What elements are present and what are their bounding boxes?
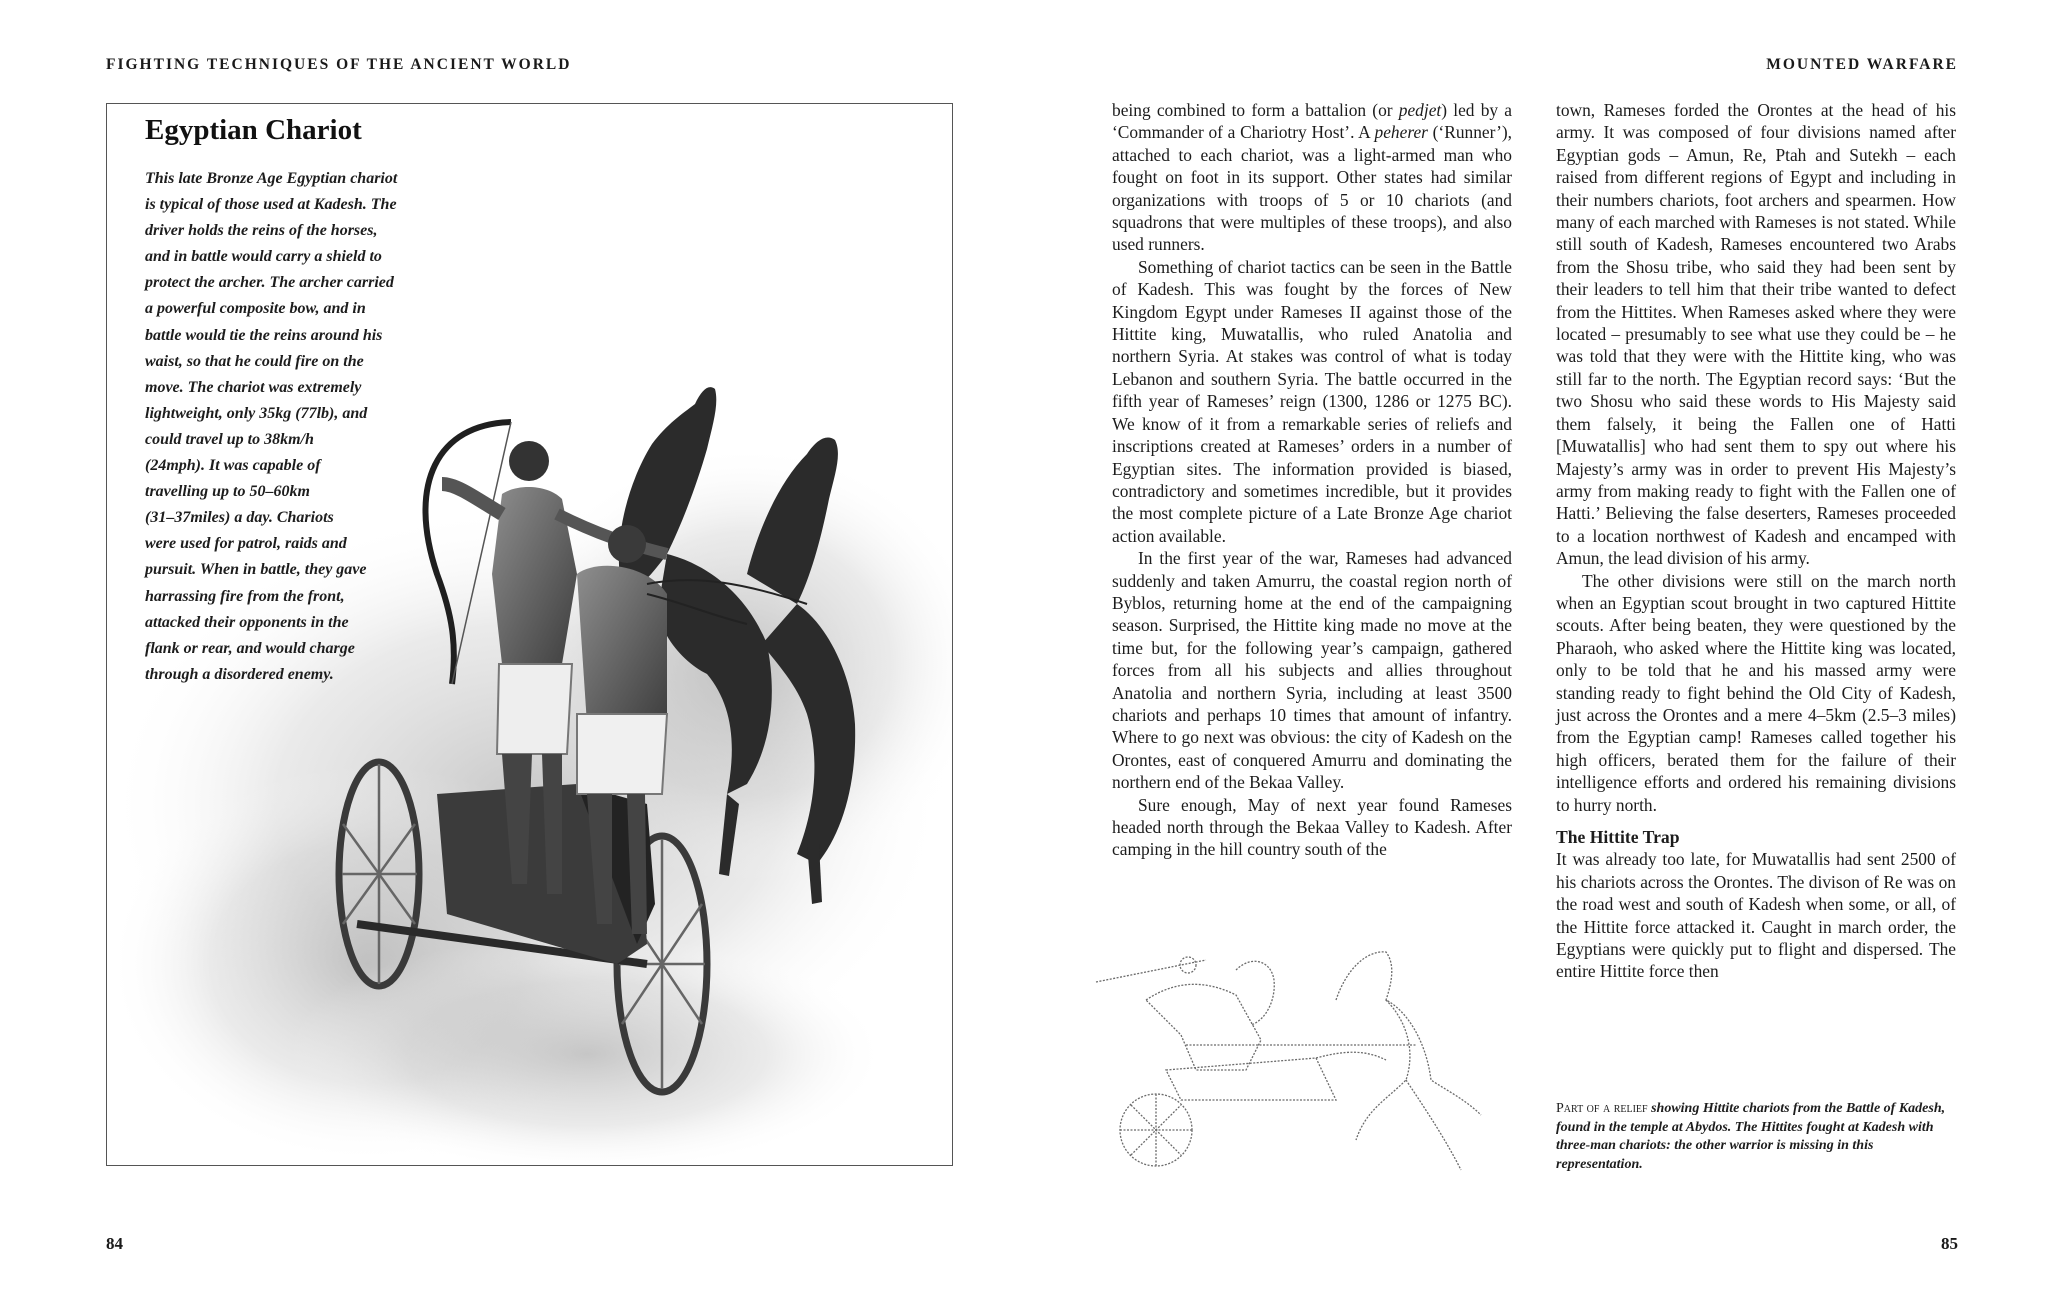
paragraph: In the first year of the war, Rameses had advanced suddenly and taken Amurru, the coastal region north of Byblos, returning home at the end of the campaigning season. Surprised, the Hittite king made no move at the time but, for the following year’s campaign, gathered forces from all his subjects and allies throughout Anatolia and northern Syria, including at least 3500 chariots and perhaps 10 times that amount of infantry. Where to go next was obvious: the city of Kadesh on the Orontes, east of conquered Amurru and dominating the northern end of the Bekaa Valley. xyxy=(1112,548,1512,793)
paragraph: The other divisions were still on the march north when an Egyptian scout brought in two captured Hittite scouts. After being beaten, they were questioned by the Pharaoh, who asked where the Hittite king was located, only to be told that he and his massed army were standing ready to fight behind the Old City of Kadesh, just across the Orontes and a mere 4–5km (2.5–3 miles) from the Egyptian camp! Rameses called together his high officers, berated them for the failure of their intelligence efforts and ordered his remaining divisions to hurry north. xyxy=(1556,570,1956,815)
figure-title: Egyptian Chariot xyxy=(145,114,362,146)
section-heading: The Hittite Trap xyxy=(1556,827,1680,847)
paragraph: town, Rameses forded the Orontes at the head of his army. It was composed of four divisions named after Egyptian gods – Amun, Re, Ptah and Sutekh – each raised from different regions of Egypt and including in their numbers chariots, foot archers and spearmen. How many of each marched with Rameses is not stated. While still south of Kadesh, Rameses encountered two Arabs from the Shosu tribe, who said they had been sent by their leaders to tell him that their tribe wanted to defect from the Hittites. When Rameses asked where they were located – presumably to see what use they could be – he was told that they were with the Hittite king, who was still far to the north. The Egyptian record says: ‘But the two Shosu who said these words to His Majesty said them falsely, it being the Fallen one of Hatti [Muwatallis] who had sent them to spy out where his Majesty’s army was in order to prevent His Majesty’s army from making ready to fight with the Fallen one of Hatti.’ Believing the false deserters, Rameses proceeded to a location northwest of Kadesh and encamped with Amun, the lead division of his army. xyxy=(1556,100,1956,569)
text-column-right xyxy=(1556,99,1956,983)
paragraph: Something of chariot tactics can be seen in the Battle of Kadesh. This was fought by the forces of New Kingdom Egypt under Rameses II against those of the Hittite king, Muwatallis, who ruled Anatolia and northern Syria. At stakes was control of what is today Lebanon and southern Syria. The battle occurred in the fifth year of Rameses’ reign (1300, 1286 or 1275 BC). We know of it from a remarkable series of reliefs and inscriptions created at Rameses’ orders in a number of Egyptian sites. The information provided is biased, contradictory and sometimes incredible, but it provides the most complete picture of a Late Bronze Age chariot action available. xyxy=(1112,256,1512,546)
relief-caption: Part of a relief showing Hittite chariots from the Battle of Kadesh, found in the temple at Abydos. The Hittites fought at Kadesh with three-man chariots: the other warrior is missing in this representation. xyxy=(1556,1101,1946,1172)
hittite-chariot-relief xyxy=(1086,940,1486,1180)
figure-caption: This late Bronze Age Egyptian chariot is typical of those used at Kadesh. The driver holds the reins of the horses, and in battle would carry a shield to protect the archer. The archer carried a powerful composite bow, and in battle would tie the reins around his waist, so that he could fire on the move. The chariot was extremely lightweight, only 35kg (77lb), and could travel up to 38km/h (24mph). It was capable of travelling up to 50–60km (31–37miles) a day. Chariots were used for patrol, raids and pursuit. When in battle, they gave harrassing fire from the front, attacked their opponents in the flank or rear, and would charge through a disordered enemy. xyxy=(145,170,398,683)
page-number-right: 85 xyxy=(1941,1234,1958,1253)
running-head-right: MOUNTED WARFARE xyxy=(1766,56,1958,73)
paragraph: being combined to form a battalion (or pedjet) led by a ‘Commander of a Chariotry Host’. A peherer (‘Runner’), attached to each chariot, was a light-armed man who fought on foot in its support. Other states had similar organizations with troops of 5 or 10 chariots (and squadrons that were multiples of these troops), and also used runners. xyxy=(1112,100,1512,255)
page-number-left: 84 xyxy=(106,1234,123,1253)
running-head-left: FIGHTING TECHNIQUES OF THE ANCIENT WORLD xyxy=(106,56,572,73)
text-column-middle xyxy=(1112,99,1512,861)
paragraph: Sure enough, May of next year found Rameses headed north through the Bekaa Valley to Kadesh. After camping in the hill country south of the xyxy=(1112,794,1512,860)
paragraph: It was already too late, for Muwatallis had sent 2500 of his chariots across the Orontes. The divison of Re was on the road west and south of Kadesh when some, or all, of the Hittite force attacked it. Caught in march order, the Egyptians were quickly put to flight and dispersed. The entire Hittite force then xyxy=(1556,849,1956,982)
chariot-figure xyxy=(106,103,953,1166)
